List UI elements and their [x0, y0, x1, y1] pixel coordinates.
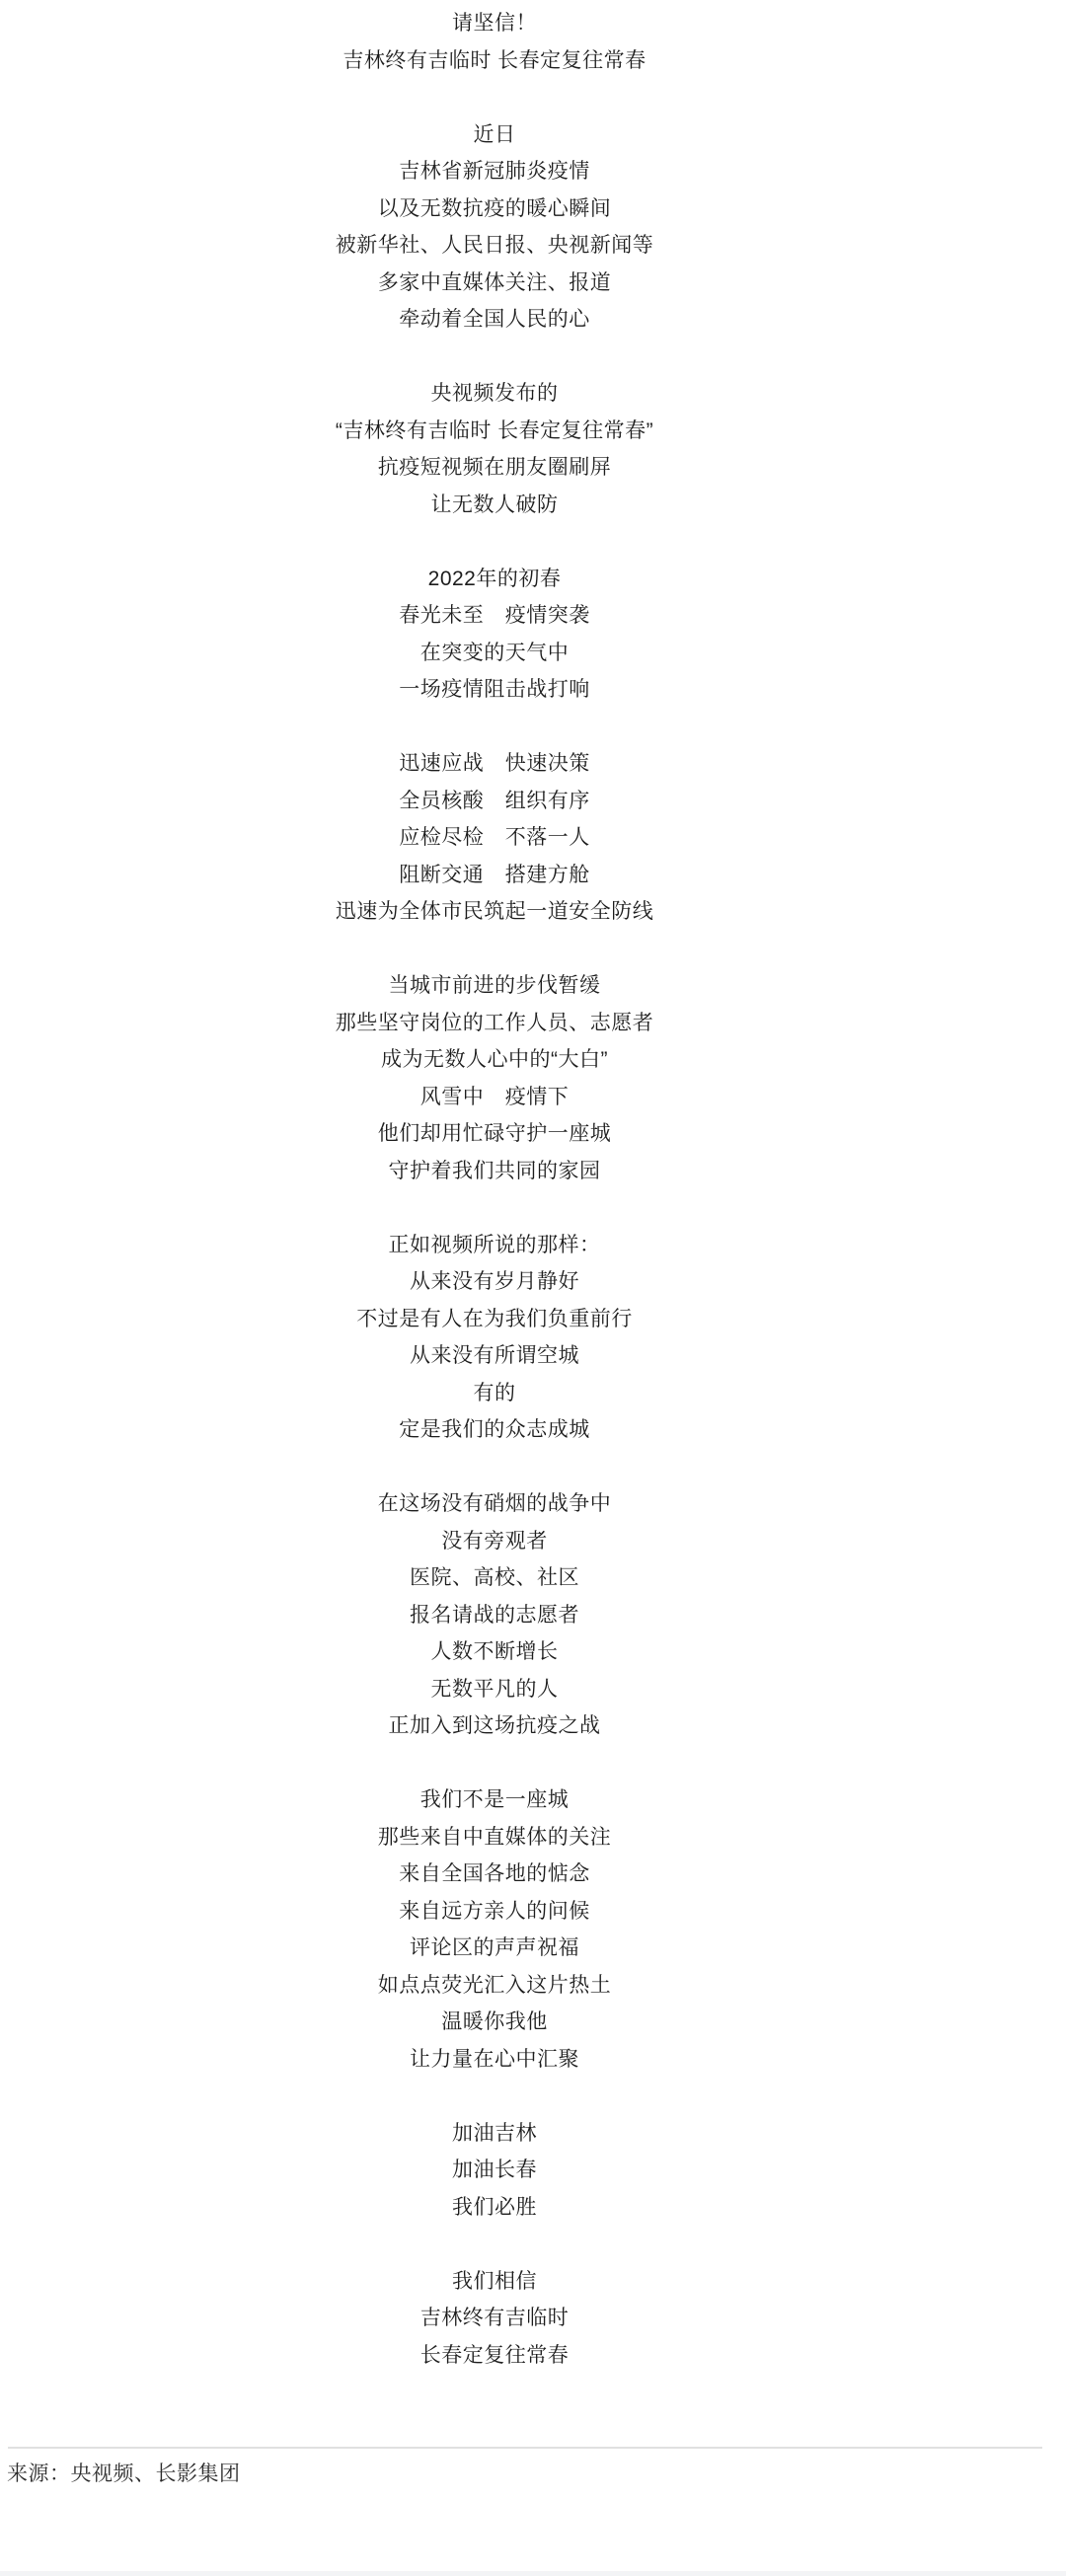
poem-line: “吉林终有吉临时 长春定复往常春”: [335, 418, 654, 442]
poem-line: 应检尽检 不落一人: [399, 826, 590, 849]
poem-line: 正如视频所说的那样：: [388, 1233, 601, 1256]
poem-line: 吉林终有吉临时: [419, 2307, 570, 2329]
poem-line: 牵动着全国人民的心: [399, 308, 590, 331]
poem-line: 在突变的天气中: [419, 641, 570, 664]
poem-line: 那些坚守岗位的工作人员、志愿者: [335, 1011, 654, 1034]
poem-line: 评论区的声声祝福: [410, 1936, 579, 1959]
poem-line: 没有旁观者: [441, 1529, 548, 1553]
poem-line: 阻断交通 搭建方舱: [399, 863, 590, 886]
next-section-edge: [0, 2571, 1066, 2576]
poem-line: 以及无数抗疫的暖心瞬间: [377, 196, 612, 220]
stanza: [0, 2263, 989, 2375]
poem-line: 让无数人破防: [430, 492, 559, 516]
poem-line: 被新华社、人民日报、央视新闻等: [335, 234, 654, 257]
stanza: [0, 2115, 989, 2227]
source-attribution: 来源：央视频、长影集团: [7, 2462, 241, 2485]
poem-line: 如点点荧光汇入这片热土: [377, 1973, 612, 1997]
poem-line: 全员核酸 组织有序: [399, 789, 590, 812]
poem-line: 近日: [473, 122, 516, 146]
poem-line: 报名请战的志愿者: [410, 1603, 579, 1627]
poem-line: 我们必胜: [452, 2195, 537, 2219]
poem-line: 一场疫情阻击战打响: [399, 678, 590, 701]
poem-line: 春光未至 疫情突袭: [399, 604, 590, 627]
poem-line: 从来没有所谓空城: [410, 1344, 579, 1367]
poem-line: 医院、高校、社区: [410, 1566, 579, 1589]
stanza: [0, 375, 989, 523]
poem-line: 我们相信: [452, 2269, 537, 2293]
poem-line: 风雪中 疫情下: [419, 1085, 570, 1108]
poem-line: 从来没有岁月静好: [410, 1270, 579, 1293]
stanza: [0, 1781, 989, 2078]
poem-line: 有的: [473, 1381, 516, 1404]
stanza: [0, 116, 989, 339]
poem-line: 多家中直媒体关注、报道: [377, 270, 612, 294]
poem-line: 我们不是一座城: [419, 1788, 570, 1811]
poem-line: 守护着我们共同的家园: [388, 1159, 601, 1182]
poem-line: 不过是有人在为我们负重前行: [356, 1307, 633, 1330]
stanza: [0, 561, 989, 709]
poem-line: 请坚信！: [452, 12, 537, 35]
poem-line: 迅速应战 快速决策: [399, 752, 590, 775]
poem-line: 定是我们的众志成城: [399, 1418, 590, 1441]
poem-line: 让力量在心中汇聚: [410, 2047, 579, 2071]
poem-line: 加油长春: [452, 2159, 537, 2181]
poem-line: 来自全国各地的惦念: [399, 1862, 590, 1885]
stanza: [0, 1485, 989, 1745]
poem-line: 抗疫短视频在朋友圈刷屏: [377, 456, 612, 479]
poem-line: 加油吉林: [452, 2121, 537, 2145]
poem-line: 吉林省新冠肺炎疫情: [399, 160, 590, 183]
poem-line: 温暖你我他: [441, 2010, 548, 2033]
poem-line: 央视频发布的: [430, 382, 559, 405]
poem-line: 那些来自中直媒体的关注: [377, 1825, 612, 1849]
stanza: [0, 967, 989, 1189]
footer-divider: [8, 2447, 1042, 2449]
poem-line: 当城市前进的步伐暂缓: [388, 974, 601, 997]
stanza: [0, 745, 989, 931]
poem-line: 人数不断增长: [430, 1640, 559, 1663]
poem-line: 成为无数人心中的“大白”: [381, 1048, 608, 1071]
poem-line: 无数平凡的人: [430, 1677, 559, 1701]
poem-line: 正加入到这场抗疫之战: [388, 1714, 601, 1737]
poem-line: 来自远方亲人的问候: [399, 1899, 590, 1923]
poem-line: 2022年的初春: [427, 567, 562, 590]
poem-line: 他们却用忙碌守护一座城: [377, 1122, 612, 1145]
poem-line: 长春定复往常春: [419, 2343, 570, 2367]
stanza: [0, 1227, 989, 1449]
stanza: [0, 5, 989, 79]
poem-line: 吉林终有吉临时 长春定复往常春: [343, 48, 647, 72]
poem-line: 迅速为全体市民筑起一道安全防线: [335, 900, 654, 923]
poem-line: 在这场没有硝烟的战争中: [377, 1492, 612, 1515]
